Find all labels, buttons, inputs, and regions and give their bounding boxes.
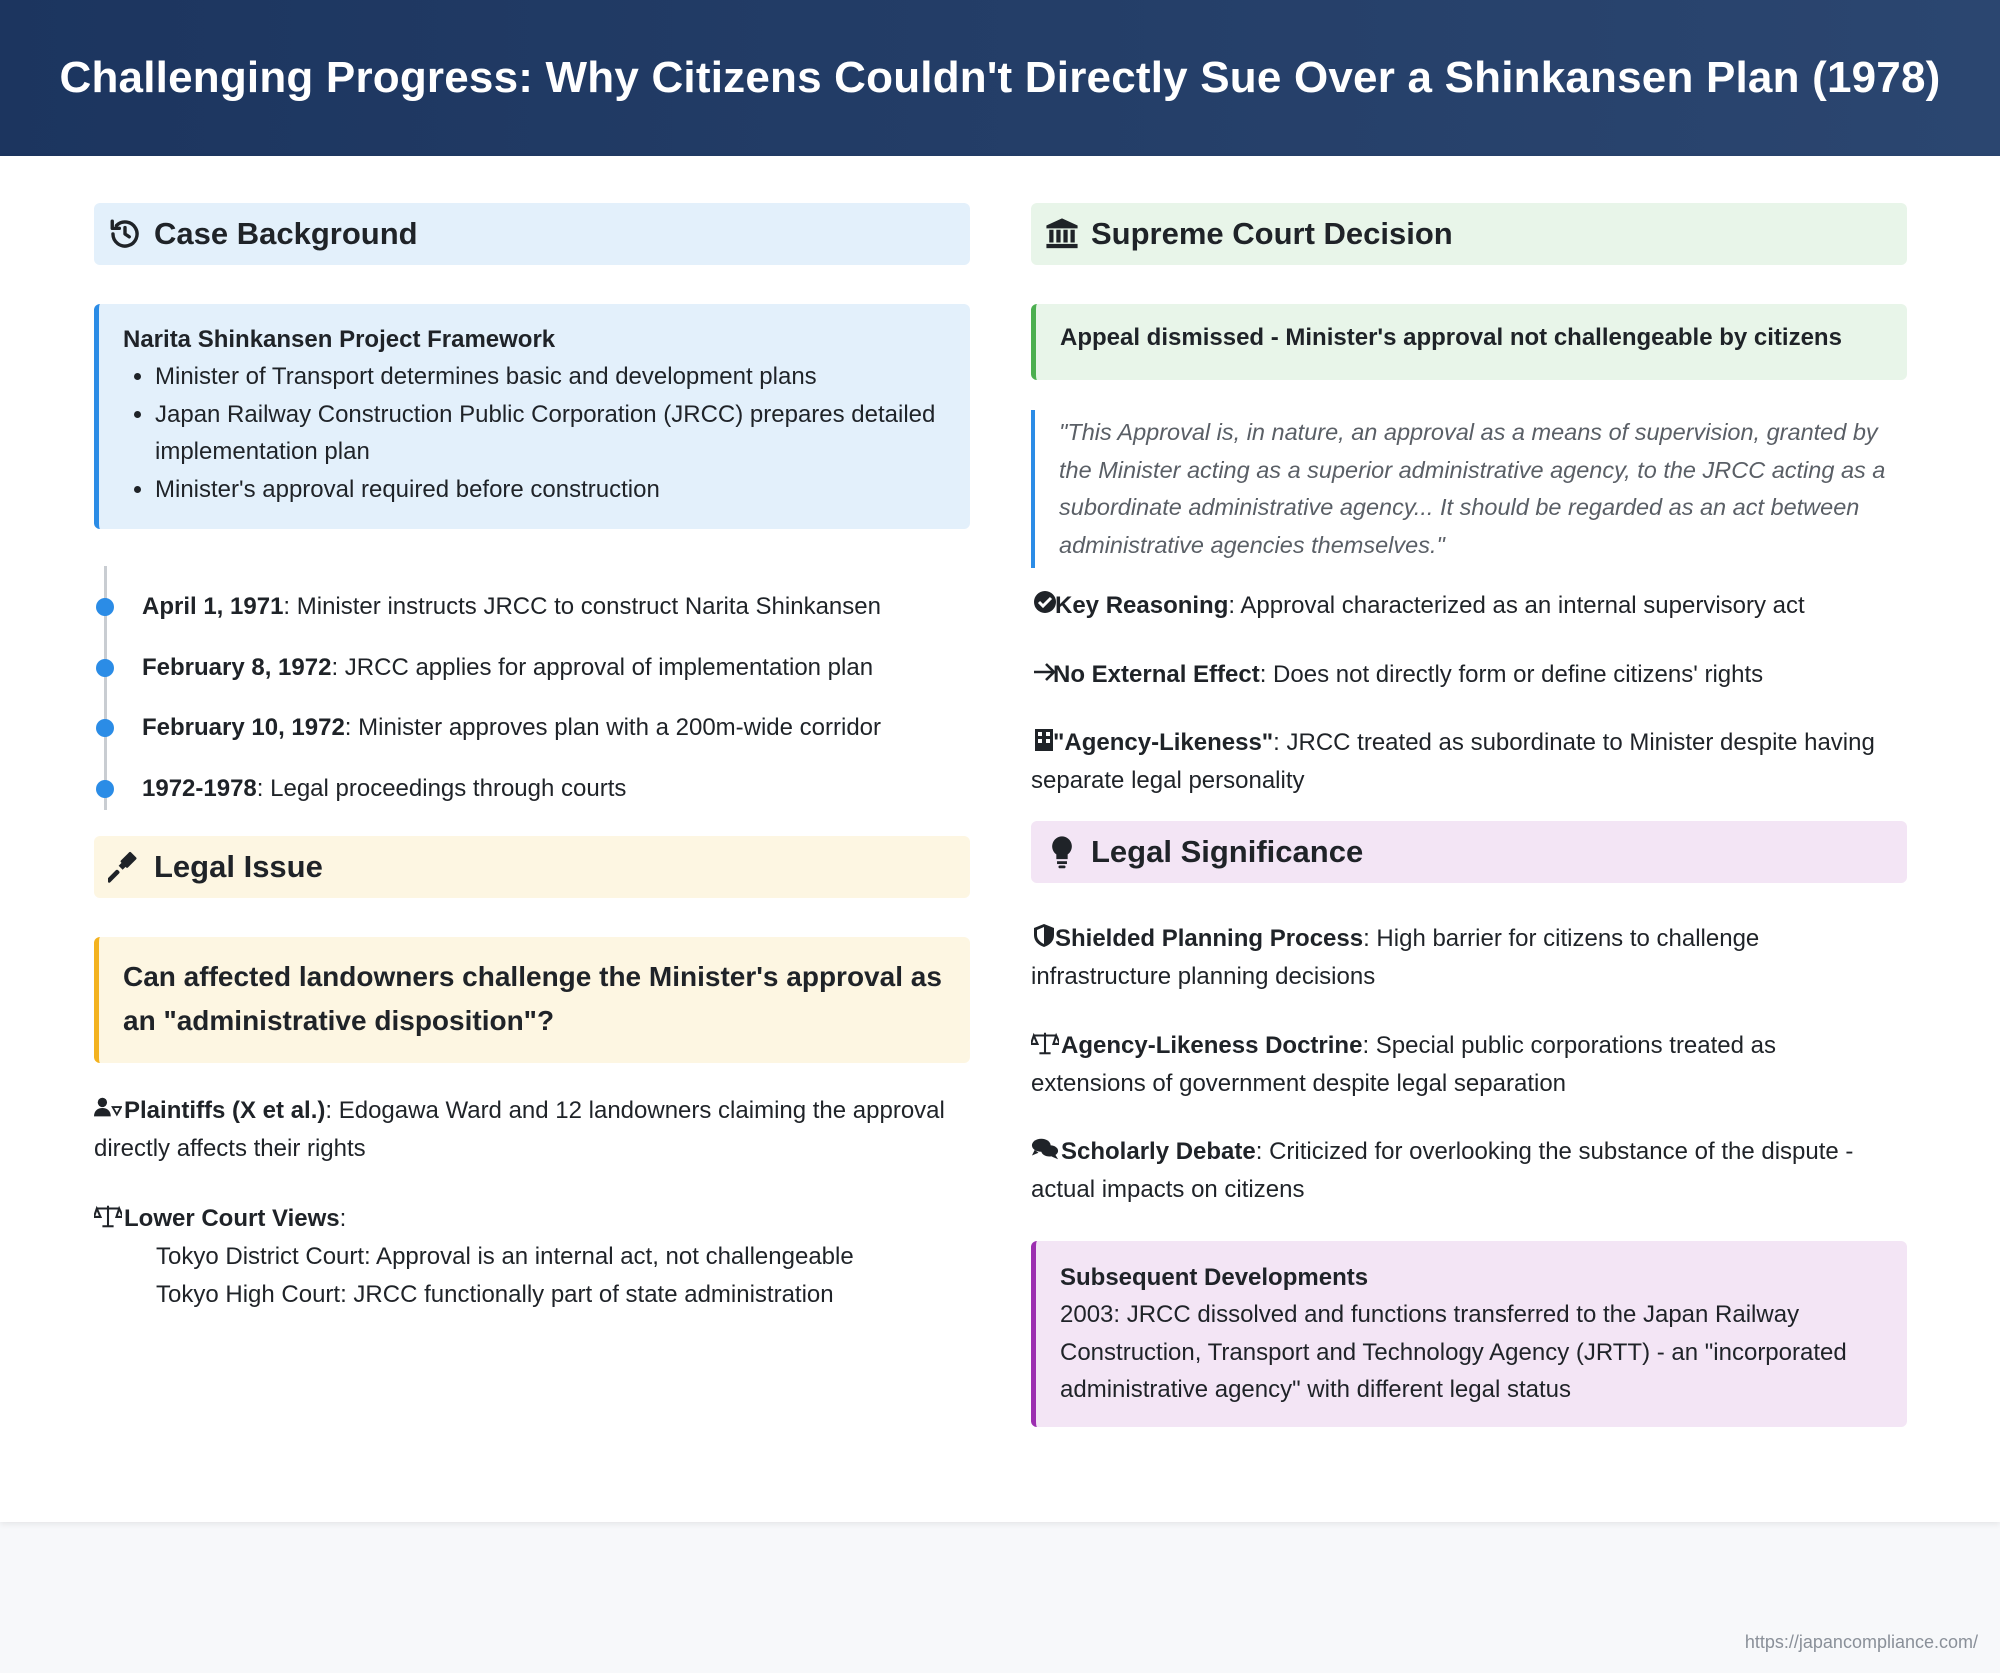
gavel-icon bbox=[108, 850, 142, 884]
legal-question-box bbox=[94, 937, 970, 1063]
plaintiffs-text: : Edogawa Ward and 12 landowners claiming the approval directly affects their rights bbox=[94, 1097, 945, 1162]
list-item: • Minister's approval required before construction bbox=[155, 471, 946, 509]
lower-court-line: Tokyo High Court: JRCC functionally part of state administration bbox=[156, 1281, 834, 1308]
timeline-text: : Legal proceedings through courts bbox=[256, 775, 627, 802]
timeline-item bbox=[94, 587, 881, 627]
timeline-text: : JRCC applies for approval of implementation plan bbox=[331, 654, 874, 681]
user-balance-icon bbox=[94, 1095, 124, 1119]
page-title: Challenging Progress: Why Citizens Couldn't Directly Sue Over a Shinkansen Plan (1978) bbox=[59, 53, 1941, 102]
timeline-dot bbox=[96, 780, 114, 798]
arrow-right-icon bbox=[1031, 659, 1053, 683]
case-background-title: Case Background bbox=[154, 216, 418, 251]
shielded-planning-text: : High barrier for citizens to challenge infrastructure planning decisions bbox=[1031, 925, 1760, 990]
timeline-date: 1972-1978 bbox=[142, 775, 257, 802]
framework-list bbox=[123, 358, 946, 508]
timeline-item bbox=[94, 648, 873, 688]
decision-result-box bbox=[1031, 304, 1907, 380]
framework-title: Narita Shinkansen Project Framework bbox=[123, 326, 556, 353]
decision-title: Supreme Court Decision bbox=[1091, 216, 1453, 251]
agency-likeness-point bbox=[1031, 724, 1891, 800]
timeline-date: February 10, 1972 bbox=[142, 714, 345, 741]
page-header bbox=[0, 0, 2000, 156]
lightbulb-icon bbox=[1045, 835, 1079, 869]
list-item: • Minister of Transport determines basic and development plans bbox=[155, 358, 946, 396]
list-item: • Japan Railway Construction Public Corporation (JRCC) prepares detailed implementation plan bbox=[155, 396, 946, 471]
legal-question: Can affected landowners challenge the Minister's approval as an "administrative disposition"? bbox=[123, 961, 942, 1036]
comments-icon bbox=[1031, 1136, 1061, 1160]
key-reasoning-point bbox=[1031, 587, 1907, 625]
decision-header bbox=[1031, 203, 1907, 265]
history-icon bbox=[108, 217, 142, 251]
scholarly-debate-text: : Criticized for overlooking the substance of the dispute - actual impacts on citizens bbox=[1031, 1138, 1854, 1203]
no-external-effect-text: : Does not directly form or define citizens' rights bbox=[1259, 661, 1764, 688]
lower-court-line: Tokyo District Court: Approval is an internal act, not challengeable bbox=[156, 1243, 854, 1270]
check-circle-icon bbox=[1031, 590, 1055, 614]
legal-issue-title: Legal Issue bbox=[154, 849, 323, 884]
subsequent-developments-box bbox=[1031, 1241, 1907, 1427]
footer-url: https://japancompliance.com/ bbox=[1744, 1632, 1978, 1652]
shield-icon bbox=[1031, 923, 1055, 947]
plaintiffs-point bbox=[94, 1092, 970, 1168]
decision-result: Appeal dismissed - Minister's approval not challengeable by citizens bbox=[1060, 324, 1842, 351]
building-icon bbox=[1031, 727, 1053, 751]
key-reasoning-text: : Approval characterized as an internal supervisory act bbox=[1228, 592, 1805, 619]
scholarly-debate-point bbox=[1031, 1133, 1907, 1209]
agency-doctrine-text: : Special public corporations treated as extensions of government despite legal separation bbox=[1031, 1032, 1777, 1097]
plaintiffs-label: Plaintiffs (X et al.) bbox=[124, 1097, 326, 1124]
shielded-planning-label: Shielded Planning Process bbox=[1055, 925, 1364, 952]
agency-likeness-doctrine-point bbox=[1031, 1027, 1881, 1103]
timeline-item bbox=[94, 769, 626, 809]
no-external-effect-label: No External Effect bbox=[1053, 661, 1260, 688]
legal-issue-header bbox=[94, 836, 970, 898]
framework-box bbox=[94, 304, 970, 529]
key-reasoning-label: Key Reasoning bbox=[1055, 592, 1229, 619]
timeline-text: : Minister instructs JRCC to construct Narita Shinkansen bbox=[283, 593, 881, 620]
subsequent-text: 2003: JRCC dissolved and functions transferred to the Japan Railway Construction, Transport and Technology Agency (JRTT) - an "incorporated administrative agency" with different legal status bbox=[1060, 1301, 1847, 1403]
significance-title: Legal Significance bbox=[1091, 834, 1364, 869]
scale-icon bbox=[1031, 1030, 1061, 1054]
lower-court-point bbox=[94, 1200, 970, 1314]
decision-quote: "This Approval is, in nature, an approval as a means of supervision, granted by the Minister acting as a superior administrative agency, to the JRCC acting as a subordinate administrative agency... It should be regarded as an act between administrative agencies themselves." bbox=[1031, 410, 1907, 568]
lower-court-label: Lower Court Views bbox=[124, 1205, 340, 1232]
timeline-date: April 1, 1971 bbox=[142, 593, 284, 620]
scale-icon bbox=[94, 1203, 124, 1227]
subsequent-title: Subsequent Developments bbox=[1060, 1264, 1369, 1291]
timeline-dot bbox=[96, 598, 114, 616]
timeline-text: : Minister approves plan with a 200m-wide corridor bbox=[344, 714, 882, 741]
lower-court-suffix: : bbox=[339, 1205, 347, 1232]
timeline-date: February 8, 1972 bbox=[142, 654, 332, 681]
main-content bbox=[0, 156, 2000, 1522]
timeline-item bbox=[94, 708, 881, 748]
timeline bbox=[94, 566, 970, 816]
timeline-dot bbox=[96, 719, 114, 737]
case-background-header bbox=[94, 203, 970, 265]
no-external-effect-point bbox=[1031, 656, 1907, 694]
agency-likeness-text: : JRCC treated as subordinate to Minister despite having separate legal personality bbox=[1031, 729, 1875, 794]
timeline-dot bbox=[96, 659, 114, 677]
agency-likeness-label: "Agency-Likeness" bbox=[1053, 729, 1274, 756]
significance-header bbox=[1031, 821, 1907, 883]
agency-doctrine-label: Agency-Likeness Doctrine bbox=[1061, 1032, 1363, 1059]
lower-court-lines bbox=[94, 1238, 970, 1314]
courthouse-icon bbox=[1045, 217, 1079, 251]
shielded-planning-point bbox=[1031, 920, 1831, 996]
scholarly-debate-label: Scholarly Debate bbox=[1061, 1138, 1256, 1165]
